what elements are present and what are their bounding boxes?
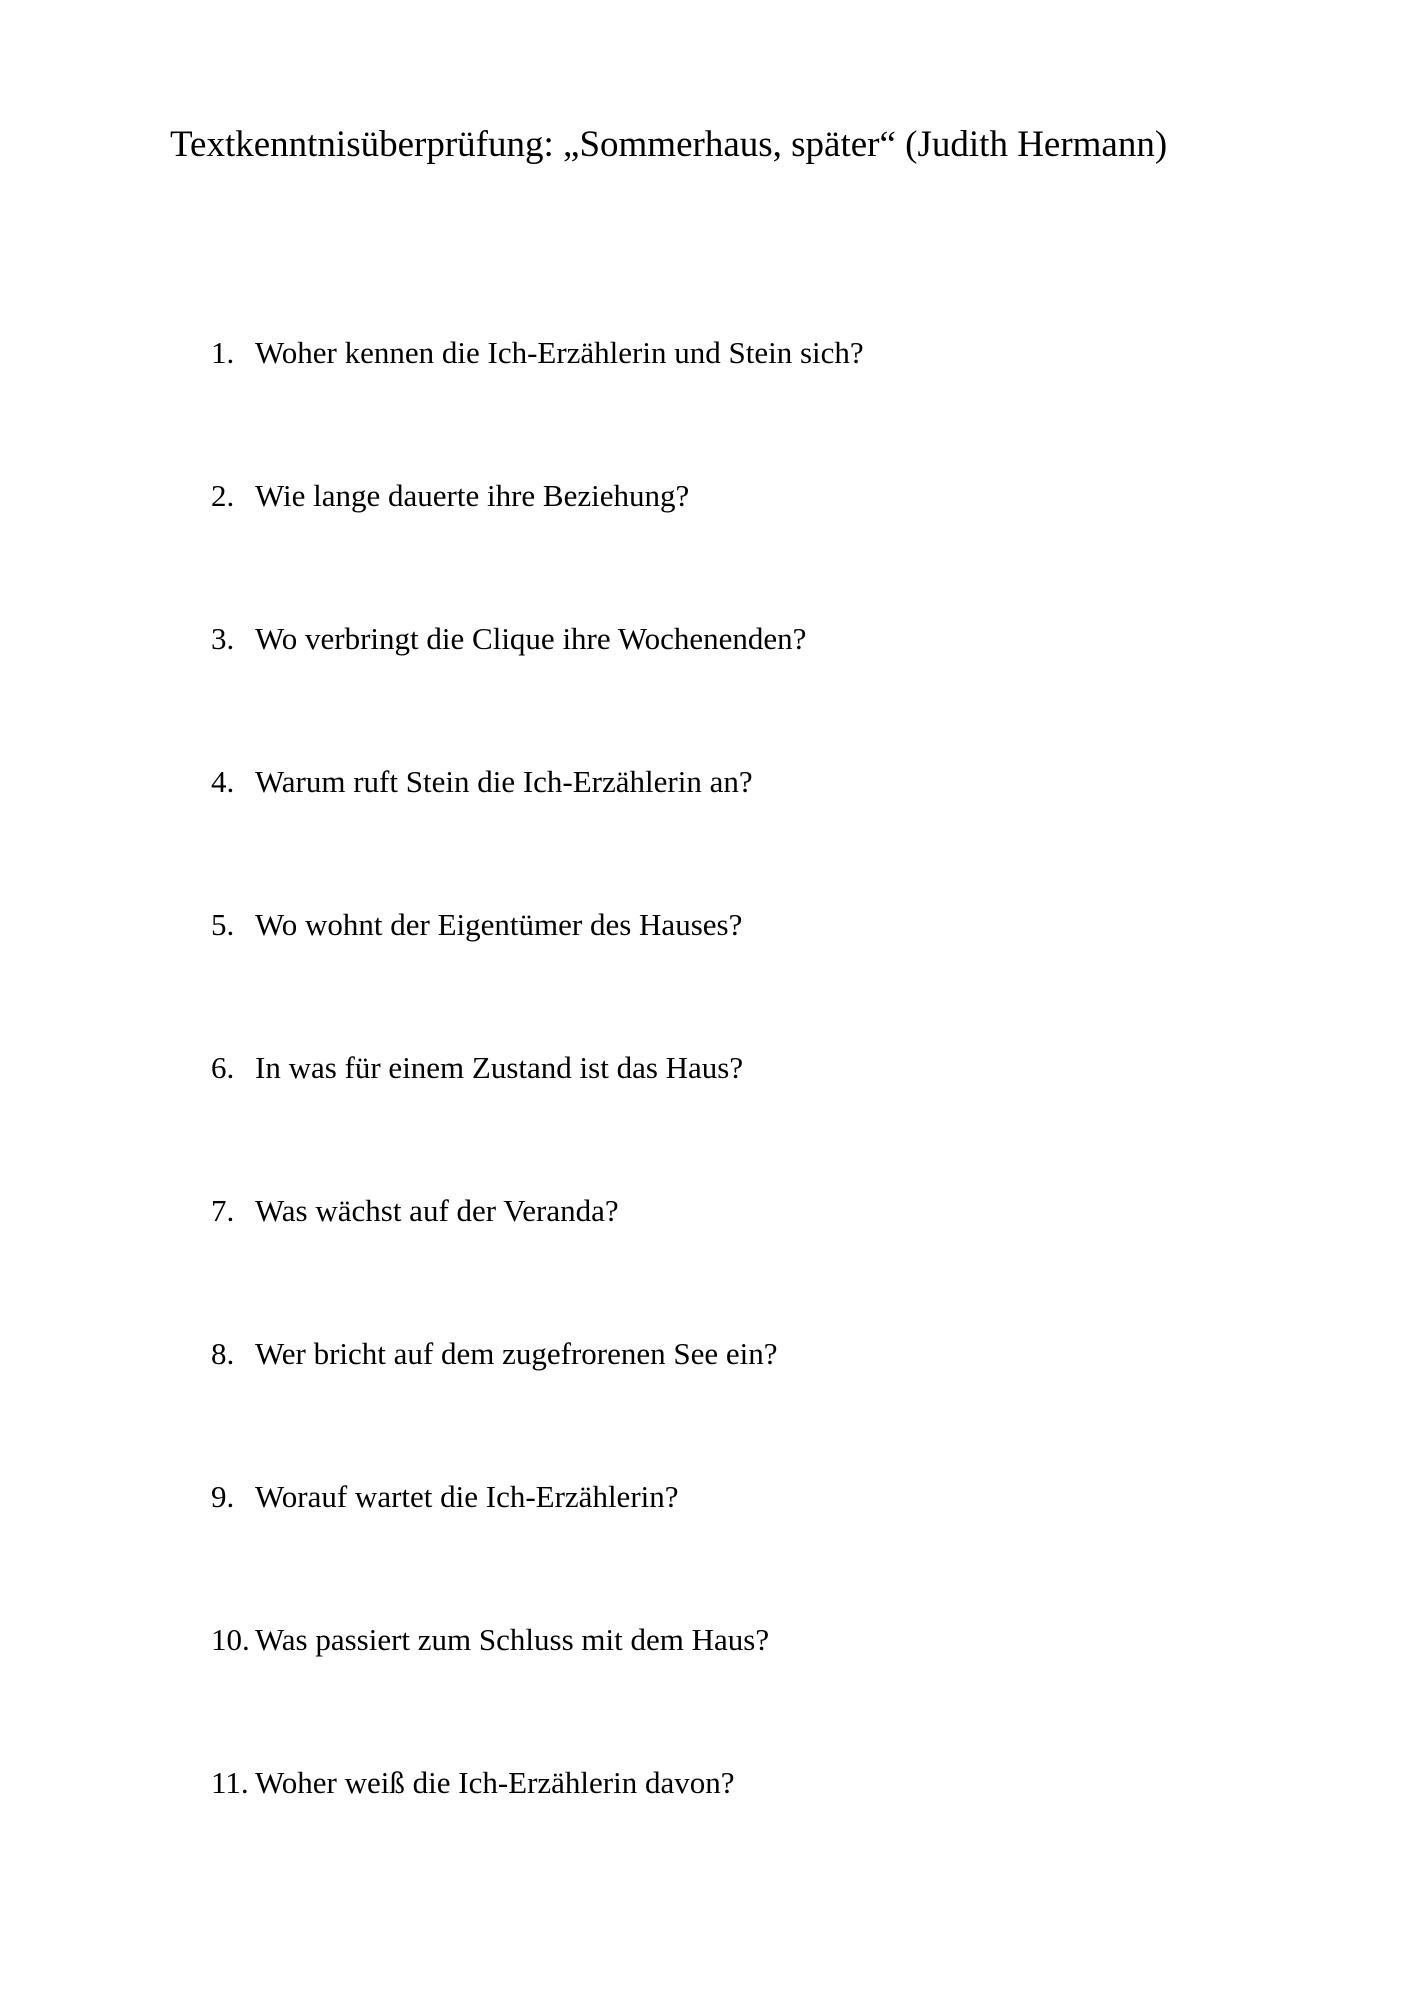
question-item-3: [211, 616, 864, 759]
question-number: 9.: [211, 1479, 235, 1514]
document-title: Textkenntnisüberprüfung: „Sommerhaus, später“ (Judith Hermann): [170, 124, 1168, 165]
question-number: 8.: [211, 1336, 235, 1371]
question-item-1: [211, 330, 864, 473]
question-number: 2.: [211, 478, 235, 513]
question-list: [211, 330, 864, 1903]
question-text: Woher kennen die Ich-Erzählerin und Stein sich?: [255, 335, 864, 370]
question-text: Wo verbringt die Clique ihre Wochenenden?: [255, 621, 807, 656]
question-item-9: [211, 1474, 864, 1617]
question-item-10: [211, 1617, 864, 1760]
question-item-4: [211, 759, 864, 902]
question-number: 6.: [211, 1050, 235, 1085]
question-item-6: [211, 1045, 864, 1188]
question-text: Was passiert zum Schluss mit dem Haus?: [255, 1622, 770, 1657]
question-number: 4.: [211, 764, 235, 799]
question-item-11: [211, 1760, 864, 1903]
question-text: Wie lange dauerte ihre Beziehung?: [255, 478, 690, 513]
question-text: Wo wohnt der Eigentümer des Hauses?: [255, 907, 743, 942]
question-text: Wer bricht auf dem zugefrorenen See ein?: [255, 1336, 778, 1371]
question-item-8: [211, 1331, 864, 1474]
question-number: 1.: [211, 335, 235, 370]
question-text: Woher weiß die Ich-Erzählerin davon?: [255, 1765, 735, 1800]
question-text: Warum ruft Stein die Ich-Erzählerin an?: [255, 764, 753, 799]
question-number: 10.: [211, 1622, 250, 1657]
question-item-2: [211, 473, 864, 616]
question-number: 11.: [211, 1765, 249, 1800]
question-item-7: [211, 1188, 864, 1331]
question-text: In was für einem Zustand ist das Haus?: [255, 1050, 744, 1085]
question-item-5: [211, 902, 864, 1045]
question-text: Was wächst auf der Veranda?: [255, 1193, 619, 1228]
question-text: Worauf wartet die Ich-Erzählerin?: [255, 1479, 679, 1514]
question-number: 3.: [211, 621, 235, 656]
question-number: 7.: [211, 1193, 235, 1228]
question-number: 5.: [211, 907, 235, 942]
